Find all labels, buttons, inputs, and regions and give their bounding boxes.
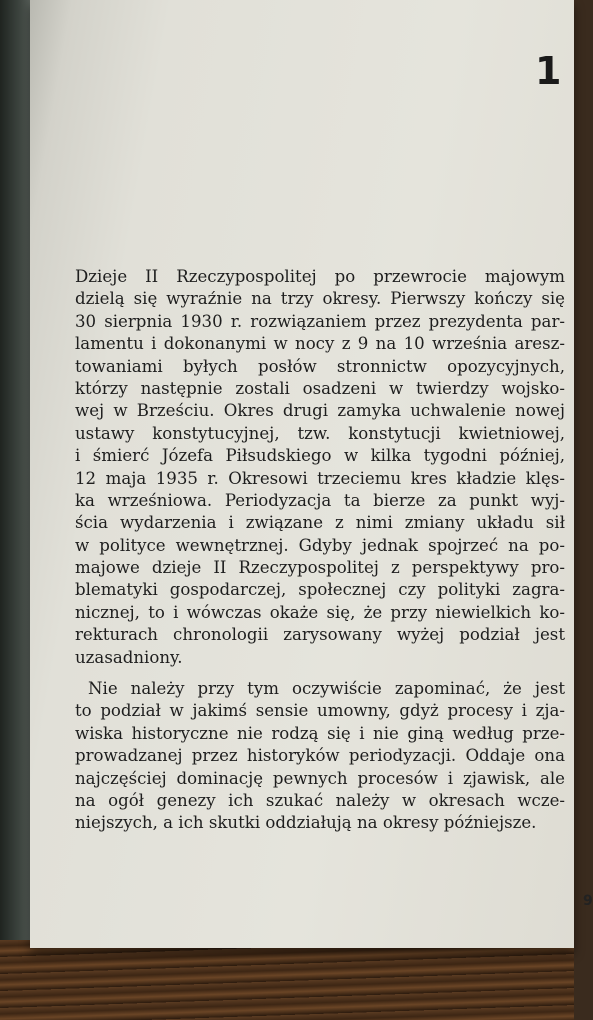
text-line: dzielą się wyraźnie na trzy okresy. Pierwszy kończy się xyxy=(75,289,565,309)
text-line: w polityce wewnętrznej. Gdyby jednak spojrzeć na po- xyxy=(75,535,565,555)
text-line: ścia wydarzenia i związane z nimi zmiany układu sił xyxy=(75,513,565,533)
text-line: wiska historyczne nie rodzą się i nie giną według prze- xyxy=(75,723,565,743)
text-line: prowadzanej przez historyków periodyzacji. Oddaje ona xyxy=(75,746,565,766)
text-line: ka wrześniowa. Periodyzacja ta bierze za punkt wyj- xyxy=(75,490,565,510)
text-line: blematyki gospodarczej, społecznej czy polityki zagra- xyxy=(75,580,565,600)
chapter-number: 1 xyxy=(535,49,562,93)
text-line: Nie należy przy tym oczywiście zapominać, że jest xyxy=(88,679,565,699)
text-line: Dzieje II Rzeczypospolitej po przewrocie majowym xyxy=(75,267,565,286)
text-line: i śmierć Józefa Piłsudskiego w kilka tygodni później, xyxy=(75,446,565,466)
text-line: na ogół genezy ich szukać należy w okresach wcze- xyxy=(75,790,565,810)
text-line: 12 maja 1935 r. Okresowi trzeciemu kres kładzie klęs- xyxy=(75,468,565,488)
text-line: towaniami byłych posłów stronnictw opozycyjnych, xyxy=(75,356,565,376)
text-line: uzasadniony. xyxy=(75,647,183,667)
body-text xyxy=(75,266,565,835)
text-line: 30 sierpnia 1930 r. rozwiązaniem przez prezydenta par- xyxy=(75,311,565,331)
text-line: rekturach chronologii zarysowany wyżej podział jest xyxy=(75,625,565,645)
text-line: lamentu i dokonanymi w nocy z 9 na 10 września aresz- xyxy=(75,334,565,354)
wooden-table-edge xyxy=(0,940,574,1020)
text-line: najczęściej dominację pewnych procesów i zjawisk, ale xyxy=(75,768,565,788)
text-line: nicznej, to i wówczas okaże się, że przy niewielkich ko- xyxy=(75,602,565,622)
paragraph-2 xyxy=(75,678,565,835)
text-line: to podział w jakimś sensie umowny, gdyż procesy i zja- xyxy=(75,701,565,721)
text-line: wej w Brześciu. Okres drugi zamyka uchwalenie nowej xyxy=(75,401,565,421)
text-line: którzy następnie zostali osadzeni w twierdzy wojsko- xyxy=(75,378,565,398)
paragraph-1 xyxy=(75,266,565,669)
text-line: majowe dzieje II Rzeczypospolitej z perspektywy pro- xyxy=(75,558,565,578)
text-line: ustawy konstytucyjnej, tzw. konstytucji kwietniowej, xyxy=(75,423,565,443)
text-line: niejszych, a ich skutki oddziałują na okresy późniejsze. xyxy=(75,813,537,833)
page-number: 9 xyxy=(583,893,593,909)
